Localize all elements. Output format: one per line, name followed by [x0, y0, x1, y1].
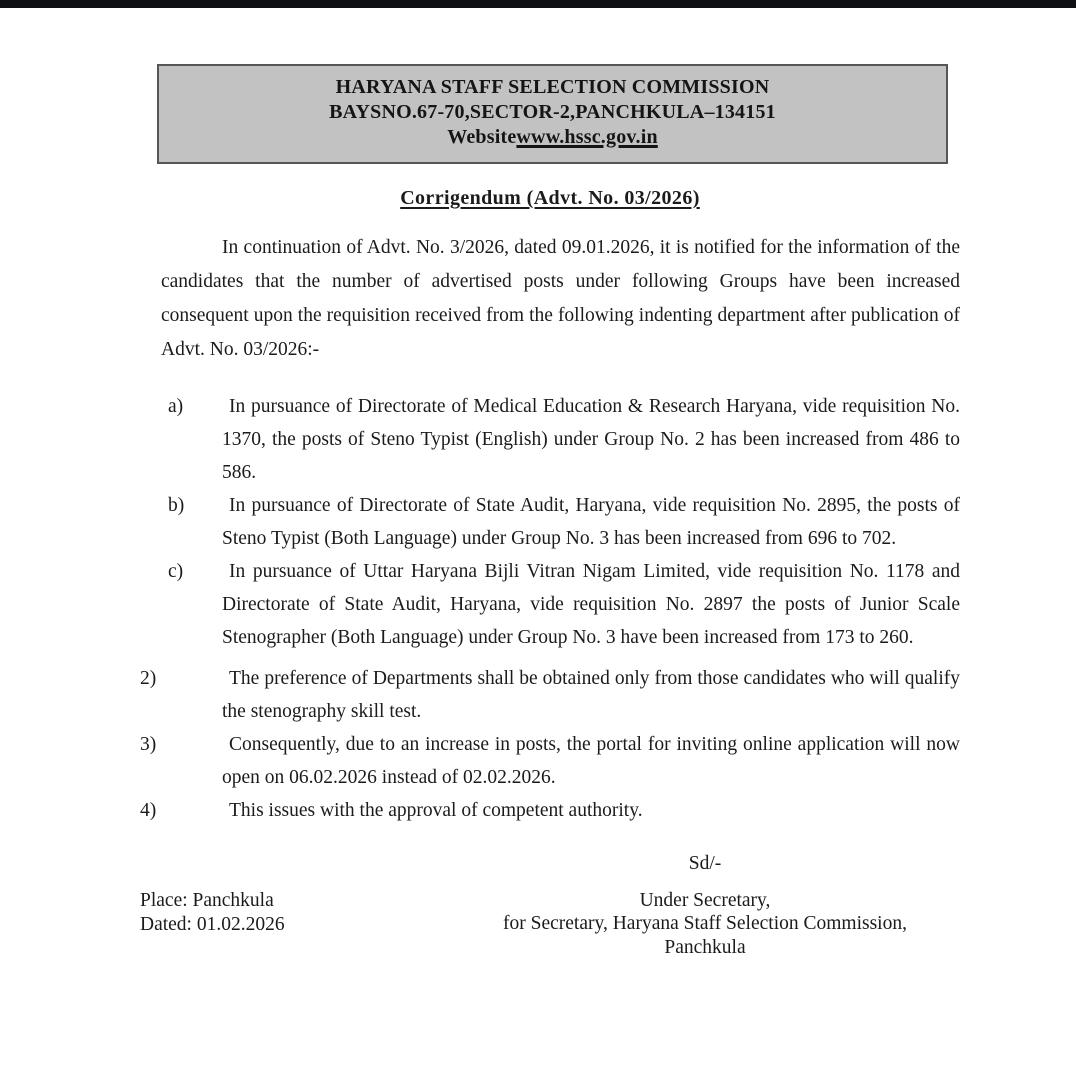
list-item-b [140, 489, 960, 555]
signatory-place: Panchkula [664, 936, 746, 958]
signatory-for: for Secretary, Haryana Staff Selection Commission, [503, 913, 907, 934]
list-item-label: c) [168, 561, 184, 582]
list-item-label: a) [168, 396, 184, 417]
list-item-label: 3) [140, 734, 157, 755]
list-item-text: Consequently, due to an increase in posts, the portal for inviting online application will now open on 06.02.2026 instead of 02.02.2026. [222, 734, 960, 788]
place-line: Place: Panchkula [140, 890, 274, 911]
place-date-column [140, 889, 285, 936]
list-item-a [140, 390, 960, 489]
list-item-3 [140, 728, 960, 794]
numbered-list [140, 662, 960, 827]
list-item-label: b) [168, 495, 185, 516]
document-page [0, 8, 1076, 959]
signatory-column [475, 852, 935, 959]
top-black-bar [0, 0, 1076, 8]
list-item-c [140, 555, 960, 654]
sd-line: Sd/- [688, 853, 722, 874]
list-item-text: In pursuance of Directorate of State Audit, Haryana, vide requisition No. 2895, the posts of Steno Typist (Both Language) under Group No. 3 has been increased from 696 to 702. [222, 495, 960, 549]
signatory-designation: Under Secretary, [639, 889, 771, 911]
document-title: Corrigendum (Advt. No. 03/2026) [400, 187, 700, 209]
intro-paragraph: In continuation of Advt. No. 3/2026, dated 09.01.2026, it is notified for the information of the candidates that the number of advertised posts under following Groups have been increased consequent upon the requisition received from the following indenting department after publication of Advt. No. 03/2026:- [161, 237, 960, 360]
list-item-4 [140, 794, 960, 827]
title-row [140, 187, 960, 210]
list-item-text: The preference of Departments shall be obtained only from those candidates who will qualify the stenography skill test. [222, 668, 960, 722]
website-label: Website [447, 126, 517, 148]
list-item-text: In pursuance of Uttar Haryana Bijli Vitran Nigam Limited, vide requisition No. 1178 and Directorate of State Audit, Haryana, vide requisition No. 2897 the posts of Junior Scale Stenographer (Both Language) under Group No. 3 have been increased from 173 to 260. [222, 561, 960, 648]
dated-line: Dated: 01.02.2026 [140, 913, 285, 935]
list-item-text: This issues with the approval of competent authority. [229, 800, 643, 821]
org-address: BAYSNO.67-70,SECTOR-2,PANCHKULA–134151 [329, 101, 776, 123]
list-item-label: 4) [140, 800, 157, 821]
lettered-list [140, 390, 960, 654]
org-website-line [165, 125, 940, 150]
website-url: www.hssc.gov.in [516, 126, 658, 148]
list-item-2 [140, 662, 960, 728]
signature-block [140, 852, 960, 959]
letterhead-box [157, 64, 948, 164]
list-item-text: In pursuance of Directorate of Medical Education & Research Haryana, vide requisition No. 1370, the posts of Steno Typist (English) under Group No. 2 has been increased from 486 to 586. [222, 396, 960, 483]
org-name: HARYANA STAFF SELECTION COMMISSION [335, 76, 770, 98]
list-item-label: 2) [140, 668, 157, 689]
